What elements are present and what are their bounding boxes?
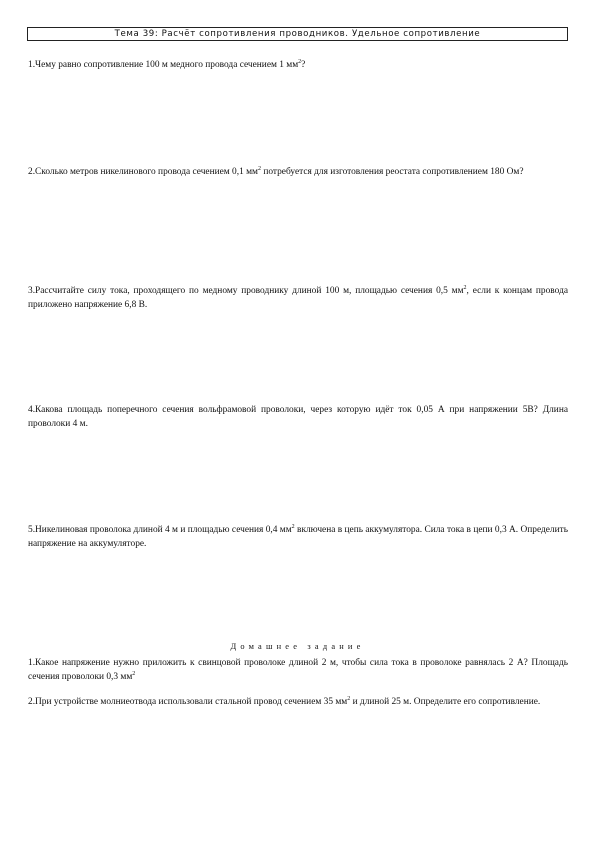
task-4	[28, 403, 568, 431]
task-text-tail: и длиной 25 м. Определите его сопротивление.	[350, 697, 541, 707]
task-text-tail: , если к концам провода приложено напряжение 6,8 В.	[28, 286, 568, 310]
task-text: 4.Какова площадь поперечного сечения вольфрамовой проволоки, через которую идёт ток 0,05 А при напряжении 5В? Длина проволоки 4 м.	[28, 405, 568, 429]
task-superscript: 2	[298, 58, 302, 65]
task-text: 1.Чему равно сопротивление 100 м медного провода сечением 1 мм	[28, 60, 299, 70]
task-text: 2.Сколько метров никелинового провода сечением 0,1 мм	[28, 167, 258, 177]
task-text: 5.Никелиновая проволока длиной 4 м и площадью сечения 0,4 мм	[28, 525, 292, 535]
task-superscript: 2	[347, 695, 351, 702]
homework-heading: Домашнее задание	[230, 642, 365, 651]
task-2	[28, 165, 568, 179]
task-text: 2.При устройстве молниеотвода использовали стальной провод сечением 35 мм	[28, 697, 348, 707]
task-text-tail: включена в цепь аккумулятора. Сила тока в цепи 0,3 А. Определить напряжение на аккумуляторе.	[28, 525, 568, 549]
task-5	[28, 523, 568, 551]
homework-task-2	[28, 695, 568, 709]
task-superscript: 2	[463, 284, 467, 291]
task-text: 1.Какое напряжение нужно приложить к свинцовой проволоке длиной 2 м, чтобы сила тока в проволоке равнялась 2 А? Площадь сечения проволоки 0,3 мм	[28, 658, 568, 682]
task-text-tail: потребуется для изготовления реостата сопротивлением 180 Ом?	[260, 167, 524, 177]
task-text-tail: ?	[301, 60, 306, 70]
task-superscript: 2	[132, 670, 136, 677]
task-3	[28, 284, 568, 312]
homework-task-1	[28, 656, 568, 684]
task-1	[28, 58, 568, 72]
task-superscript: 2	[291, 523, 295, 530]
page-title: Тема 39: Расчёт сопротивления проводников. Удельное сопротивление	[27, 27, 568, 41]
task-superscript: 2	[257, 165, 261, 172]
task-text: 3.Рассчитайте силу тока, проходящего по медному проводнику длиной 100 м, площадью сечения 0,5 мм	[28, 286, 464, 296]
